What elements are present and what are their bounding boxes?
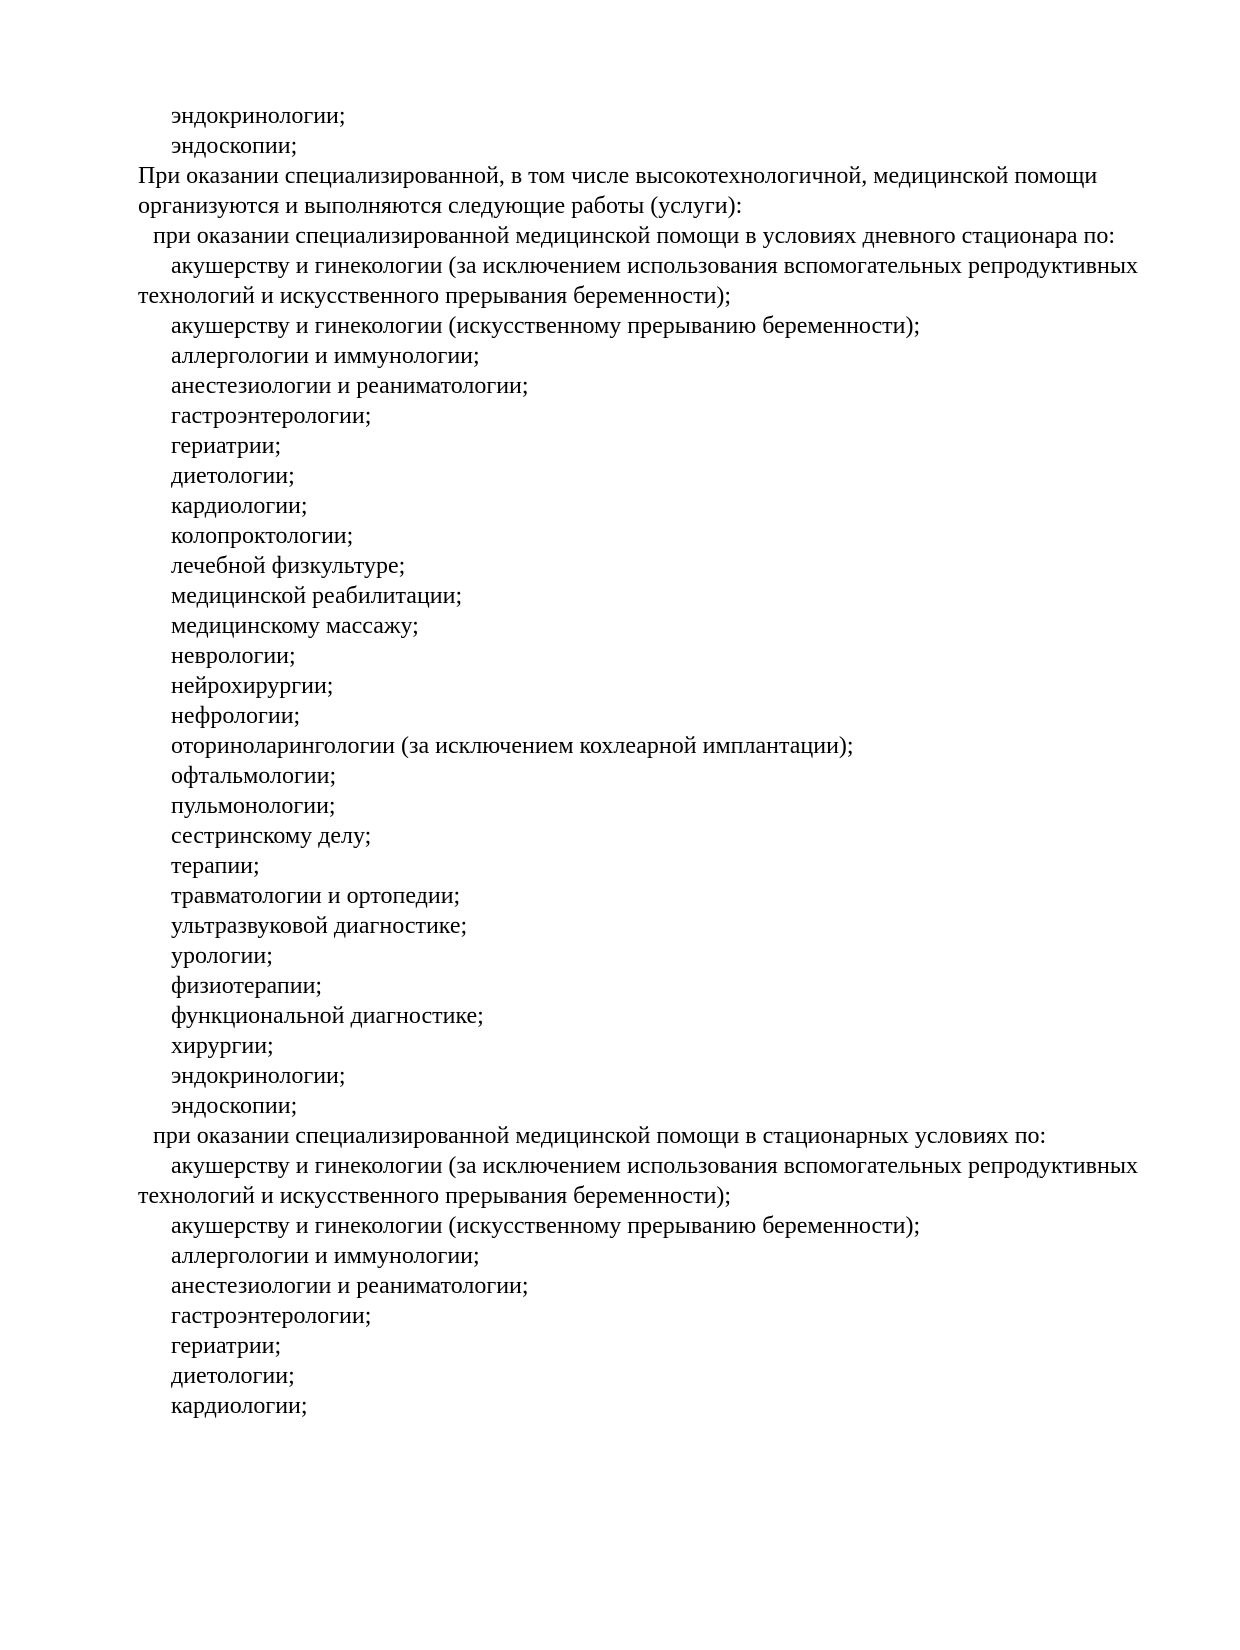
text-line: ультразвуковой диагностике; <box>171 913 468 939</box>
text-line: анестезиологии и реаниматологии; <box>171 1273 529 1299</box>
text-line: анестезиологии и реаниматологии; <box>171 373 529 399</box>
text-line: медицинскому массажу; <box>171 613 419 639</box>
text-line: травматологии и ортопедии; <box>171 883 461 909</box>
text-line: нейрохирургии; <box>171 673 334 699</box>
text-line: технологий и искусственного прерывания беременности); <box>138 1183 732 1209</box>
text-line: диетологии; <box>171 1363 295 1389</box>
text-line: урологии; <box>171 943 273 969</box>
text-line: при оказании специализированной медицинской помощи в условиях дневного стационара по: <box>153 223 1116 249</box>
text-line: эндокринологии; <box>171 103 346 129</box>
text-line: при оказании специализированной медицинской помощи в стационарных условиях по: <box>153 1123 1047 1149</box>
text-line: неврологии; <box>171 643 296 669</box>
text-line: При оказании специализированной, в том числе высокотехнологичной, медицинской помощи <box>138 163 1098 189</box>
text-line: физиотерапии; <box>171 973 323 999</box>
text-line: эндокринологии; <box>171 1063 346 1089</box>
text-line: офтальмологии; <box>171 763 337 789</box>
text-line: гастроэнтерологии; <box>171 403 372 429</box>
text-line: пульмонологии; <box>171 793 336 819</box>
text-line: акушерству и гинекологии (за исключением использования вспомогательных репродуктивных <box>171 253 1138 279</box>
text-line: гастроэнтерологии; <box>171 1303 372 1329</box>
text-line: функциональной диагностике; <box>171 1003 484 1029</box>
text-line: оториноларингологии (за исключением кохлеарной имплантации); <box>171 733 854 759</box>
text-line: диетологии; <box>171 463 295 489</box>
text-line: аллергологии и иммунологии; <box>171 343 480 369</box>
text-line: медицинской реабилитации; <box>171 583 463 609</box>
text-line: гериатрии; <box>171 1333 282 1359</box>
text-line: технологий и искусственного прерывания беременности); <box>138 283 732 309</box>
text-line: хирургии; <box>171 1033 274 1059</box>
text-line: акушерству и гинекологии (искусственному прерыванию беременности); <box>171 1213 921 1239</box>
text-line: эндоскопии; <box>171 1093 298 1119</box>
text-line: организуются и выполняются следующие работы (услуги): <box>138 193 743 219</box>
text-line: эндоскопии; <box>171 133 298 159</box>
text-line: сестринскому делу; <box>171 823 372 849</box>
text-line: аллергологии и иммунологии; <box>171 1243 480 1269</box>
text-line: акушерству и гинекологии (искусственному прерыванию беременности); <box>171 313 921 339</box>
text-line: нефрологии; <box>171 703 301 729</box>
text-line: колопроктологии; <box>171 523 354 549</box>
text-line: кардиологии; <box>171 1393 308 1419</box>
text-line: кардиологии; <box>171 493 308 519</box>
text-line: терапии; <box>171 853 260 879</box>
text-line: акушерству и гинекологии (за исключением использования вспомогательных репродуктивных <box>171 1153 1138 1179</box>
document-body <box>138 101 1138 1421</box>
text-line: гериатрии; <box>171 433 282 459</box>
text-line: лечебной физкультуре; <box>171 553 406 579</box>
